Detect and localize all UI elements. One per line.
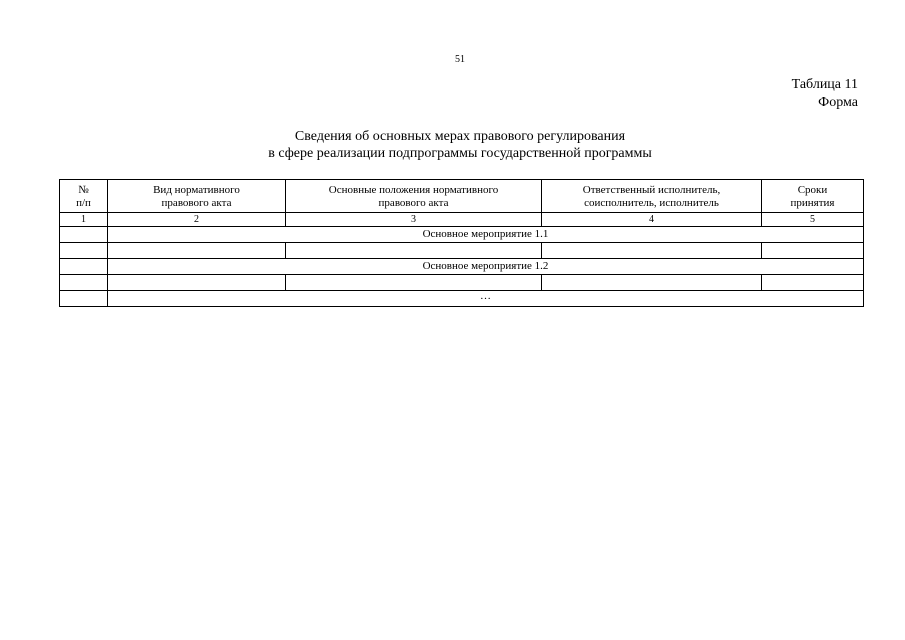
header-text: Основные положения нормативного <box>328 183 499 196</box>
document-title <box>0 128 905 162</box>
table-cell <box>60 275 108 291</box>
table-cell <box>542 275 762 291</box>
table-cell <box>762 275 864 291</box>
document-title-line-2: в сфере реализации подпрограммы государственной программы <box>268 146 652 161</box>
form-label: Форма <box>818 95 858 110</box>
table-cell <box>286 275 542 291</box>
table-cell <box>60 227 108 243</box>
table-cell <box>108 275 286 291</box>
table-cell <box>108 243 286 259</box>
header-cell-act-type <box>108 180 286 213</box>
header-text: соисполнитель, исполнитель <box>584 196 719 209</box>
column-number-cell: 4 <box>542 213 762 227</box>
group-row <box>60 227 864 243</box>
column-number-row <box>60 213 864 227</box>
table-header-row <box>60 180 864 213</box>
header-text: п/п <box>76 196 91 209</box>
document-title-line-1: Сведения об основных мерах правового регулирования <box>294 129 626 144</box>
column-number-cell: 5 <box>762 213 864 227</box>
header-cell-responsible <box>542 180 762 213</box>
header-text: правового акта <box>378 196 449 209</box>
table-number-label: Таблица 11 <box>791 77 858 92</box>
header-text: Сроки <box>797 183 828 196</box>
table-caption <box>792 76 858 112</box>
header-text: Ответственный исполнитель, <box>582 183 721 196</box>
page-number: 51 <box>455 54 465 65</box>
ellipsis-row <box>60 291 864 307</box>
header-text: правового акта <box>161 196 232 209</box>
table-cell <box>60 243 108 259</box>
group-label-cell: Основное мероприятие 1.2 <box>108 259 864 275</box>
table-cell <box>60 291 108 307</box>
table-cell <box>60 259 108 275</box>
header-text: принятия <box>790 196 835 209</box>
column-number-cell: 2 <box>108 213 286 227</box>
group-label-cell: Основное мероприятие 1.1 <box>108 227 864 243</box>
group-row <box>60 259 864 275</box>
table-row <box>60 275 864 291</box>
column-number-cell: 3 <box>286 213 542 227</box>
ellipsis-cell: … <box>108 291 864 307</box>
header-cell-number <box>60 180 108 213</box>
table-cell <box>762 243 864 259</box>
header-cell-deadline <box>762 180 864 213</box>
legal-measures-table <box>59 179 864 307</box>
table-row <box>60 243 864 259</box>
table-cell <box>286 243 542 259</box>
header-text: Вид нормативного <box>153 183 240 196</box>
table-cell <box>542 243 762 259</box>
header-text: № <box>78 183 89 196</box>
column-number-cell: 1 <box>60 213 108 227</box>
header-cell-main-provisions <box>286 180 542 213</box>
